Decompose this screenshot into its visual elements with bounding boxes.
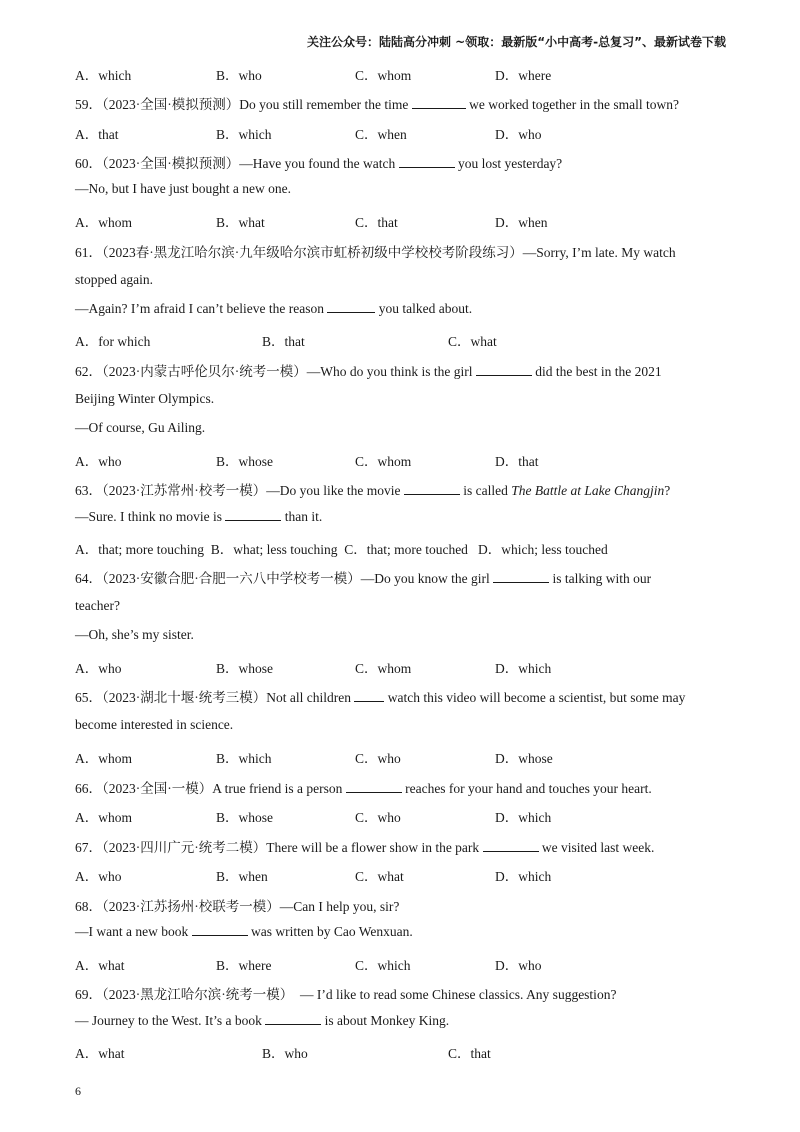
q62-stem-cont: Beijing Winter Olympics. [75,391,215,406]
q62-stem [75,360,662,380]
q68-blank [192,924,248,936]
q65-stem-pre: 65．（2023·湖北十堰·统考三模）Not all children [75,690,351,705]
q68-option-d: D．who [495,958,542,973]
q65-option-b: B．which [216,751,272,766]
q66-blank [346,781,402,793]
q61-option-a: A．for which [75,334,151,349]
q60-option-c: C．that [355,215,398,230]
q65-option-d: D．whose [495,751,553,766]
q67-blank [483,840,539,852]
q63-reply-post: than it. [284,509,323,524]
q69-option-b: B．who [262,1046,308,1061]
page-header: 关注公众号：陆陆高分冲刺 ~领取：最新版“小中高考-总复习”、最新试卷下载 [307,35,726,49]
q63-stem-end: ? [664,483,671,498]
q59-option-a: A．that [75,127,119,142]
q65-stem [75,686,685,706]
q65-option-a: A．whom [75,751,132,766]
q60-stem-post: you lost yesterday? [457,156,563,171]
q64-option-d: D．which [495,661,552,676]
q62-reply: —Of course, Gu Ailing. [75,420,206,435]
q63-blank [404,483,460,495]
q61-reply [75,301,472,317]
q62-option-a: A．who [75,454,122,469]
q68-reply-pre: —I want a new book [75,924,189,939]
q65-blank [354,690,384,702]
q67-stem [75,836,654,856]
q59-stem-pre: 59．（2023·全国·模拟预测）Do you still remember the time [75,97,409,112]
q60-stem [75,152,562,172]
q62-stem-post: did the best in the 2021 [535,364,662,379]
q60-option-b: B．what [216,215,265,230]
q62-option-b: B．whose [216,454,273,469]
q69-stem: 69．（2023·黑龙江哈尔滨·统考一模） — I’d like to read some Chinese classics. Any suggestion? [75,987,617,1002]
q64-reply: —Oh, she’s my sister. [75,627,194,642]
q58-option-b: B．who [216,68,262,83]
q65-option-c: C．who [355,751,401,766]
q64-stem-cont: teacher? [75,598,120,613]
q59-option-d: D．who [495,127,542,142]
q62-option-d: D．that [495,454,539,469]
q68-stem: 68．（2023·江苏扬州·校联考一模）—Can I help you, sir? [75,899,400,914]
q63-stem-mid: is called [463,483,508,498]
q62-option-c: C．whom [355,454,412,469]
q69-option-c: C．that [448,1046,491,1061]
q66-option-a: A．whom [75,810,132,825]
q64-option-b: B．whose [216,661,273,676]
q67-option-c: C．what [355,869,404,884]
q61-option-b: B．that [262,334,305,349]
q62-blank [476,364,532,376]
q68-option-c: C．which [355,958,411,973]
q69-blank [265,1013,321,1025]
q59-stem-post: we worked together in the small town? [469,97,680,112]
q63-options: A．that; more touching B．what; less touching C．that; more touched D．which; less touched [75,542,608,557]
q64-option-a: A．who [75,661,122,676]
q64-blank [493,571,549,583]
q58-option-c: C．whom [355,68,412,83]
q69-option-a: A．what [75,1046,125,1061]
page-number: 6 [75,1084,81,1098]
q64-option-c: C．whom [355,661,412,676]
q69-reply-pre: — Journey to the West. It’s a book [75,1013,262,1028]
q66-stem-post: reaches for your hand and touches your heart. [405,781,652,796]
q63-blank-2 [225,509,281,521]
q63-stem [75,479,670,499]
q66-option-b: B．whose [216,810,273,825]
q59-stem [75,93,679,113]
q59-option-c: C．when [355,127,407,142]
q69-reply-post: is about Monkey King. [324,1013,450,1028]
q59-blank [412,97,466,109]
q67-stem-post: we visited last week. [541,840,655,855]
q60-option-d: D．when [495,215,548,230]
q66-stem [75,777,652,797]
q61-reply-pre: —Again? I’m afraid I can’t believe the reason [75,301,325,316]
q67-stem-pre: 67．（2023·四川广元·统考二模）There will be a flower show in the park [75,840,480,855]
q60-stem-pre: 60．（2023·全国·模拟预测）—Have you found the watch [75,156,396,171]
q61-blank [327,301,375,313]
q63-movie-title: The Battle at Lake Changjin [511,483,665,498]
q62-stem-pre: 62．（2023·内蒙古呼伦贝尔·统考一模）—Who do you think is the girl [75,364,473,379]
q60-blank [399,156,455,168]
q66-option-d: D．which [495,810,552,825]
q60-option-a: A．whom [75,215,132,230]
q65-stem-post: watch this video will become a scientist, but some may [387,690,686,705]
q64-stem [75,567,651,587]
q68-reply [75,924,413,940]
q61-reply-post: you talked about. [378,301,473,316]
q61-stem: 61．（2023春·黑龙江哈尔滨·九年级哈尔滨市虹桥初级中学校校考阶段练习）—Sorry, I’m late. My watch [75,245,676,260]
q60-reply: —No, but I have just bought a new one. [75,181,291,196]
q67-option-a: A．who [75,869,122,884]
q65-stem-cont: become interested in science. [75,717,234,732]
q64-stem-pre: 64．（2023·安徽合肥·合肥一六八中学校考一模）—Do you know the girl [75,571,490,586]
q68-option-a: A．what [75,958,125,973]
q66-stem-pre: 66．（2023·全国·一模）A true friend is a person [75,781,343,796]
q69-reply [75,1013,449,1029]
q64-stem-post: is talking with our [552,571,652,586]
q68-reply-post: was written by Cao Wenxuan. [250,924,413,939]
q63-stem-pre: 63．（2023·江苏常州·校考一模）—Do you like the movie [75,483,401,498]
q67-option-b: B．when [216,869,268,884]
q58-option-a: A．which [75,68,132,83]
q63-reply-pre: —Sure. I think no movie is [75,509,222,524]
q67-option-d: D．which [495,869,552,884]
q61-option-c: C．what [448,334,497,349]
q66-option-c: C．who [355,810,401,825]
q58-option-d: D．where [495,68,552,83]
q63-reply [75,509,322,525]
q61-stem-cont: stopped again. [75,272,153,287]
q59-option-b: B．which [216,127,272,142]
q68-option-b: B．where [216,958,272,973]
